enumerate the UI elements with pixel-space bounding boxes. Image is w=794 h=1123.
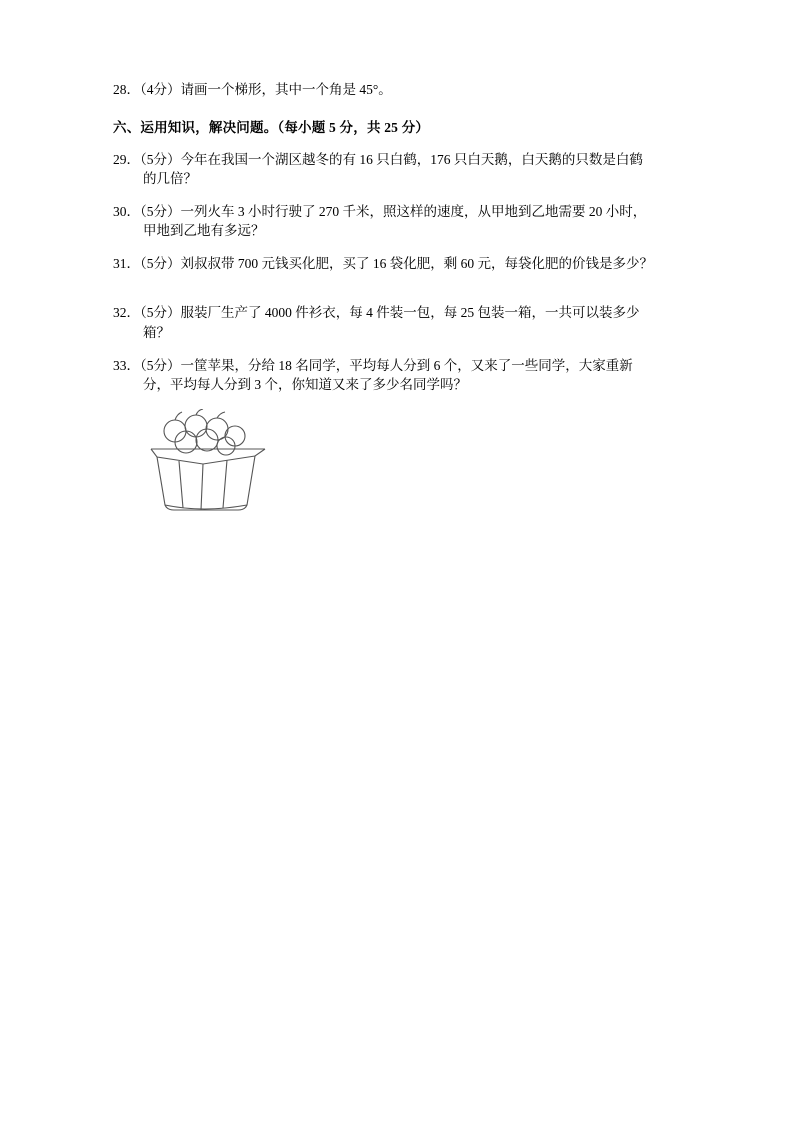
question-31 xyxy=(113,254,688,274)
question-31-text: 刘叔叔带 700 元钱买化肥，买了 16 袋化肥，剩 60 元，每袋化肥的价钱是多少？ xyxy=(180,255,653,271)
question-31-score: （5分） xyxy=(140,255,181,271)
question-28 xyxy=(113,80,688,100)
question-31-number: 31． xyxy=(113,255,140,271)
question-32-score: （5分） xyxy=(140,305,181,321)
question-33-number: 33． xyxy=(113,357,140,373)
question-28-score: （4分） xyxy=(140,82,181,97)
question-29-score: （5分） xyxy=(140,151,181,167)
question-29 xyxy=(113,150,688,189)
question-28-number: 28． xyxy=(113,82,140,97)
question-30-text: 一列火车 3 小时行驶了 270 千米，照这样的速度，从甲地到乙地需要 20 小时， xyxy=(180,203,647,219)
question-29-text-line2: 的几倍？ xyxy=(143,171,197,187)
section-heading-six: 六、运用知识，解决问题。（每小题 5 分，共 25 分） xyxy=(113,119,430,135)
question-28-text: 请画一个梯形，其中一个角是 45°。 xyxy=(180,82,392,97)
question-32-number: 32． xyxy=(113,305,140,321)
basket-of-apples-svg xyxy=(143,409,273,519)
question-33-score: （5分） xyxy=(140,357,181,373)
question-33-text: 一筐苹果，分给 18 名同学，平均每人分到 6 个，又来了一些同学，大家重新 xyxy=(180,357,633,373)
question-33 xyxy=(113,356,688,395)
question-29-number: 29． xyxy=(113,151,140,167)
question-30-score: （5分） xyxy=(140,203,181,219)
question-30 xyxy=(113,202,688,241)
page-content xyxy=(113,80,688,519)
question-32-text-line2: 箱？ xyxy=(143,324,170,340)
question-32-text: 服装厂生产了 4000 件衫衣，每 4 件装一包，每 25 包装一箱，一共可以装多少 xyxy=(180,305,640,321)
question-30-text-line2: 甲地到乙地有多远？ xyxy=(143,223,265,239)
basket-of-apples-illustration xyxy=(143,409,688,519)
question-32 xyxy=(113,303,688,342)
question-30-number: 30． xyxy=(113,203,140,219)
question-29-text: 今年在我国一个湖区越冬的有 16 只白鹤，176 只白天鹅，白天鹅的只数是白鹤 xyxy=(180,151,643,167)
question-33-text-line2: 分，平均每人分到 3 个，你知道又来了多少名同学吗？ xyxy=(143,377,467,393)
